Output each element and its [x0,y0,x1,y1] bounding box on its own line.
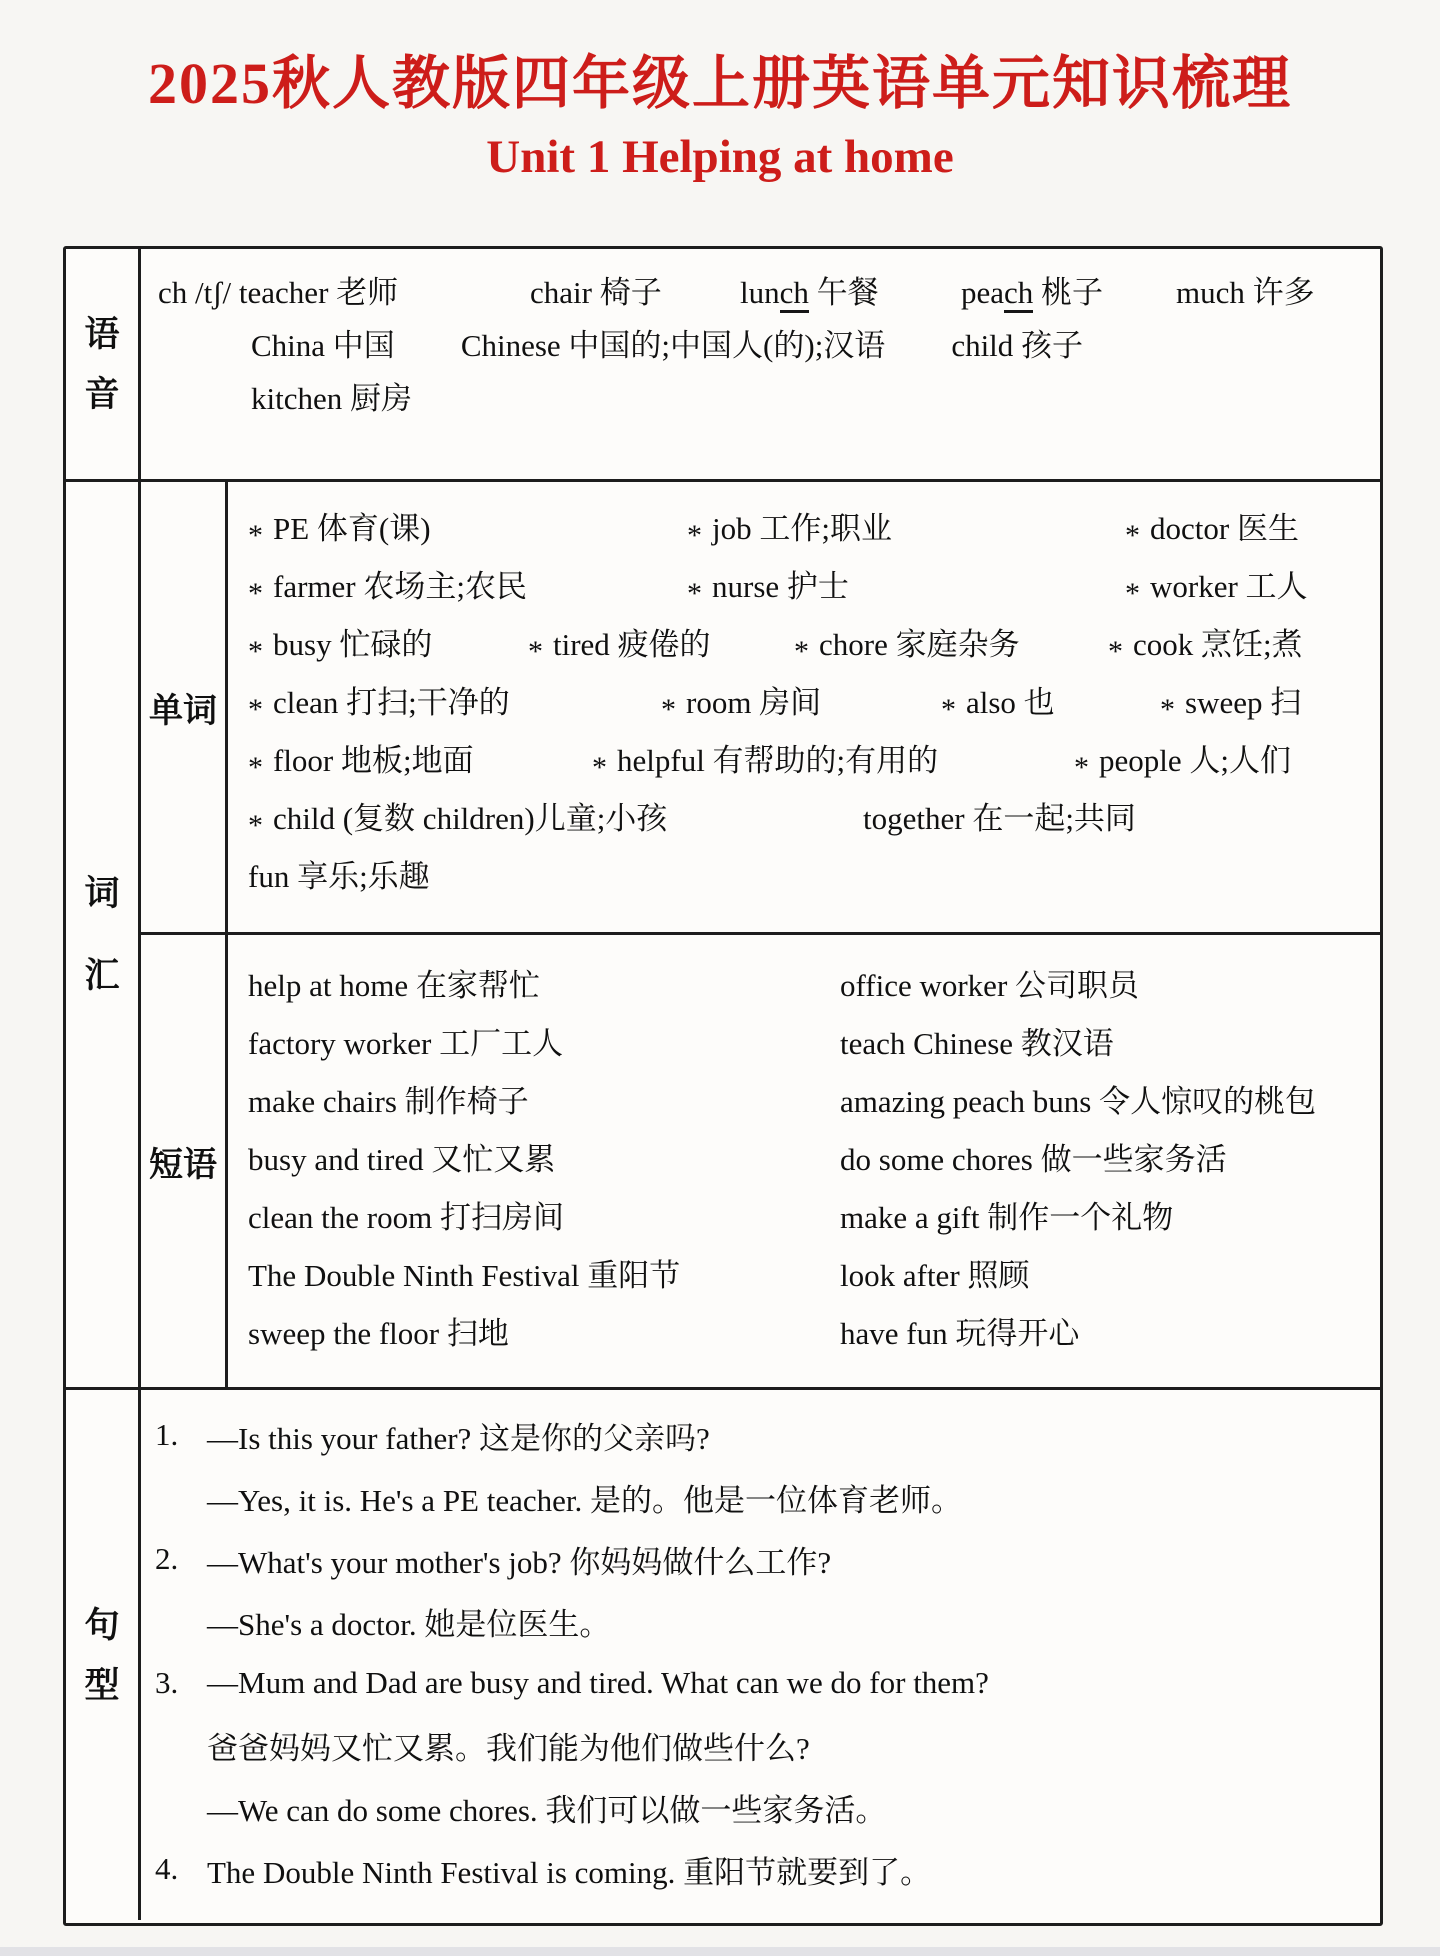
phrase-row [248,1011,1370,1069]
phrase-item-left: sweep the floor 扫地 [248,1315,509,1351]
phrase-row [248,1127,1370,1185]
phonics-line [251,316,1360,369]
label-char: 汇 [84,956,120,995]
word-item: together 在一起;共同 [863,800,1136,836]
word-item: * floor 地板;地面 [248,742,474,784]
phonics-item: much 许多 [1176,275,1315,310]
phrase-row [248,953,1370,1011]
page-header [0,36,1440,184]
sentence-body [207,1652,1370,1838]
label-char: 型 [84,1665,120,1705]
sentence-item [155,1528,1370,1652]
word-item: * also 也 [941,684,1055,726]
words-content [228,482,1380,932]
word-item: * room 房间 [661,684,822,726]
sentence-number: 4. [155,1851,179,1886]
phrase-item-left: make chairs 制作椅子 [248,1083,529,1119]
sentence-line: —Yes, it is. He's a PE teacher. 是的。他是一位体育老师。 [207,1482,963,1518]
words-line [248,612,1370,670]
sentence-item [155,1652,1370,1838]
star-marker: * [1160,692,1175,726]
words-label: 单词 [141,482,228,932]
word-item: * tired 疲倦的 [528,626,711,668]
words-line [248,728,1370,786]
sentence-line: —Is this your father? 这是你的父亲吗? [207,1420,710,1456]
knowledge-table [63,246,1383,1926]
phrase-item-left: clean the room 打扫房间 [248,1199,564,1235]
star-marker: * [1125,576,1140,610]
word-item: * job 工作;职业 [687,510,892,552]
star-marker: * [794,634,809,668]
star-marker: * [1108,634,1123,668]
phrase-item-right: office worker 公司职员 [840,967,1140,1003]
phrase-row [248,1301,1370,1359]
words-line [248,554,1370,612]
unit-subtitle: Unit 1 Helping at home [486,131,954,183]
words-subrow [141,482,1380,935]
label-char: 词 [84,874,120,913]
vocabulary-label [66,482,141,1387]
vocabulary-row [66,482,1380,1390]
phonics-item: ch /tʃ/ teacher 老师 [158,275,399,310]
phonics-item: lunch 午餐 [740,267,961,312]
phrase-row [248,1243,1370,1301]
star-marker: * [248,808,263,842]
star-marker: * [687,576,702,610]
star-marker: * [941,692,956,726]
phrase-row [248,1185,1370,1243]
label-char: 音 [84,374,120,414]
phonics-line [158,263,1360,316]
sentence-body [207,1404,1370,1528]
sentences-label [66,1390,141,1920]
words-line [248,786,1370,844]
phonics-item: Chinese 中国的;中国人(的);汉语 [460,328,886,363]
phrase-item-right: make a gift 制作一个礼物 [840,1199,1174,1235]
phonics-item: chair 椅子 [530,275,662,310]
word-item: * child (复数 children)儿童;小孩 [248,800,668,842]
star-marker: * [687,518,702,552]
word-item: * busy 忙碌的 [248,626,433,668]
sentence-line: The Double Ninth Festival is coming. 重阳节就要到了。 [207,1854,932,1890]
star-marker: * [248,518,263,552]
phrase-item-right: have fun 玩得开心 [840,1315,1080,1351]
phrase-item-left: factory worker 工厂工人 [248,1025,564,1061]
digraph-underline: ch [1004,275,1033,313]
page-title: 2025秋人教版四年级上册英语单元知识梳理 [147,51,1292,116]
phrases-label: 短语 [141,935,228,1387]
sentence-line: —Mum and Dad are busy and tired. What can we do for them? [207,1665,989,1700]
phrase-row [248,1069,1370,1127]
word-item: * worker 工人 [1125,568,1308,610]
phonics-content [141,249,1380,479]
word-item: fun 享乐;乐趣 [248,858,430,894]
word-item: * farmer 农场主;农民 [248,568,527,610]
star-marker: * [248,576,263,610]
words-line [248,496,1370,554]
phonics-label [66,249,141,479]
sentences-row [66,1390,1380,1920]
word-item: * doctor 医生 [1125,510,1299,552]
phonics-item: China 中国 [251,328,395,363]
sentence-body [207,1838,1370,1900]
word-item: * PE 体育(课) [248,510,431,552]
sentence-number: 1. [155,1417,179,1452]
sentence-line: 爸爸妈妈又忙又累。我们能为他们做些什么? [207,1730,810,1766]
sentence-number: 3. [155,1665,179,1700]
phrases-subrow [141,935,1380,1387]
phrase-item-left: help at home 在家帮忙 [248,967,540,1003]
label-char: 句 [84,1605,120,1645]
word-item: * sweep 扫 [1160,684,1302,726]
phonics-line [251,369,1360,422]
star-marker: * [528,634,543,668]
words-line [248,844,1370,902]
word-item: * chore 家庭杂务 [794,626,1020,668]
star-marker: * [248,634,263,668]
star-marker: * [248,750,263,784]
sentence-item [155,1404,1370,1528]
phrase-item-right: do some chores 做一些家务活 [840,1141,1227,1177]
phonics-item: child 孩子 [951,328,1084,363]
phonics-row [66,249,1380,482]
phonics-item: peach 桃子 [961,267,1176,312]
words-line [248,670,1370,728]
word-item: * cook 烹饪;煮 [1108,626,1303,668]
sentence-item [155,1838,1370,1900]
phrase-item-left: The Double Ninth Festival 重阳节 [248,1257,681,1293]
word-item: * nurse 护士 [687,568,849,610]
sentence-line: —She's a doctor. 她是位医生。 [207,1606,611,1642]
sentence-number: 2. [155,1541,179,1576]
phrases-content [228,935,1380,1387]
digraph-underline: ch [780,275,809,313]
star-marker: * [592,750,607,784]
star-marker: * [1125,518,1140,552]
phrase-item-right: teach Chinese 教汉语 [840,1025,1114,1061]
vocabulary-body [141,482,1380,1387]
phrase-item-left: busy and tired 又忙又累 [248,1141,556,1177]
star-marker: * [1074,750,1089,784]
star-marker: * [661,692,676,726]
label-char: 语 [84,314,120,354]
sentence-line: —What's your mother's job? 你妈妈做什么工作? [207,1544,832,1580]
sentences-content [141,1390,1380,1920]
sentence-body [207,1528,1370,1652]
word-item: * clean 打扫;干净的 [248,684,510,726]
word-item: * people 人;人们 [1074,742,1291,784]
phrase-item-right: amazing peach buns 令人惊叹的桃包 [840,1083,1317,1119]
star-marker: * [248,692,263,726]
sentence-line: —We can do some chores. 我们可以做一些家务活。 [207,1792,887,1828]
phonics-item: kitchen 厨房 [251,381,412,416]
phrase-item-right: look after 照顾 [840,1257,1030,1293]
word-item: * helpful 有帮助的;有用的 [592,742,939,784]
page-bottom-strip [0,1947,1440,1956]
